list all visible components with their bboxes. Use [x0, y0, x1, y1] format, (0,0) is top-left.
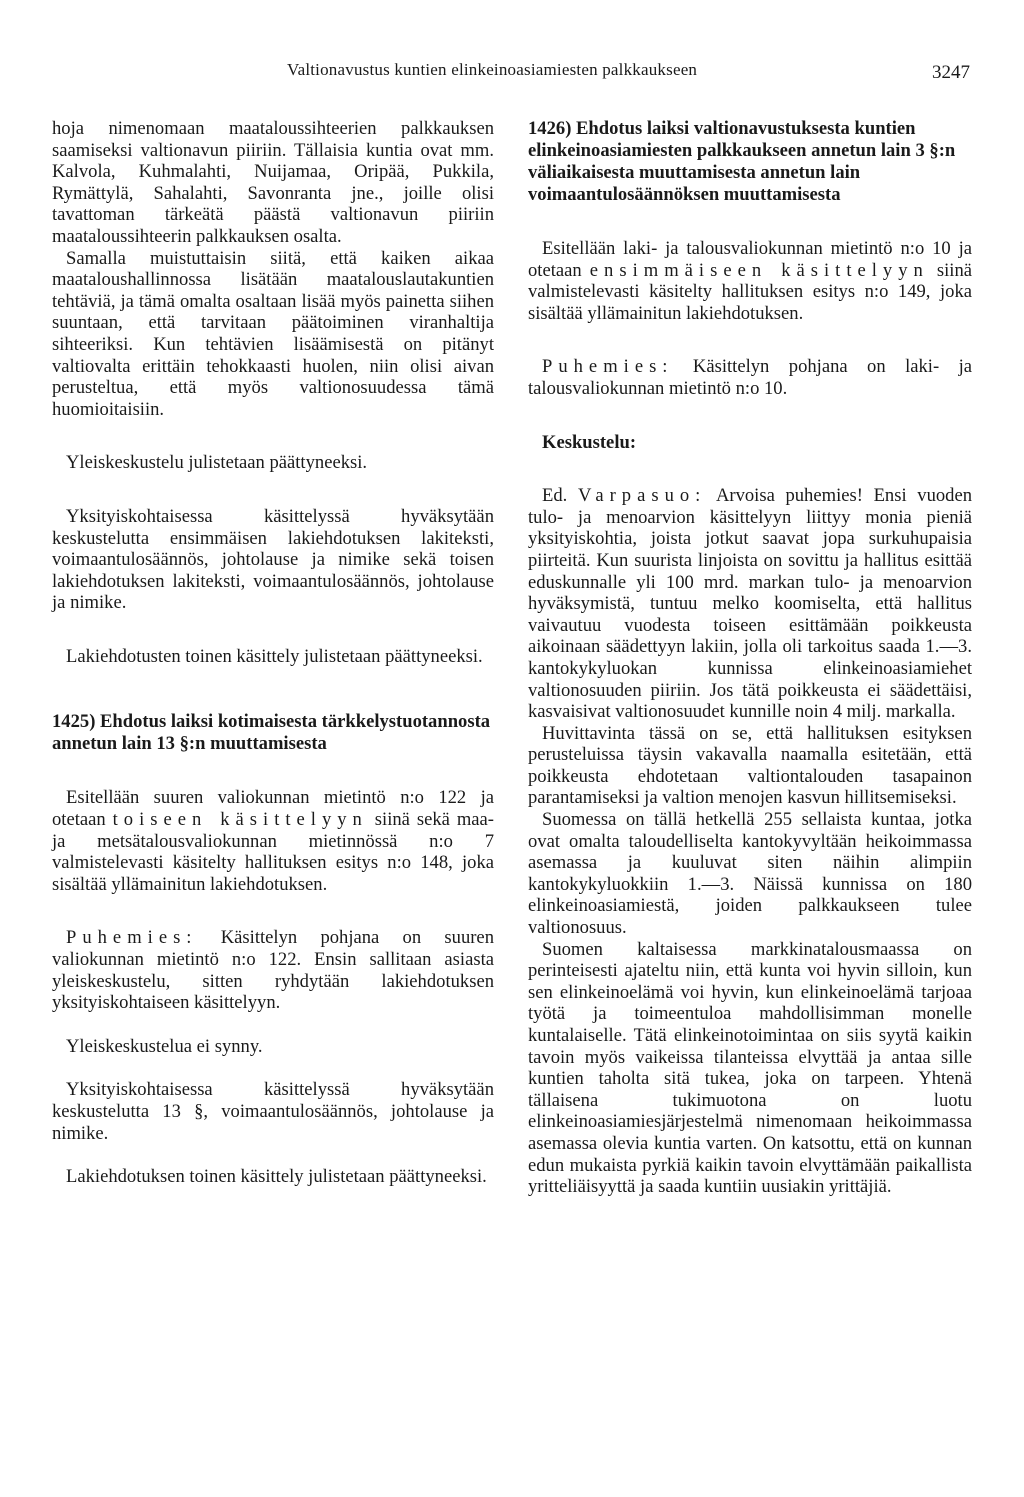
paragraph: Lakiehdotuksen toinen käsittely julistetaan päättyneeksi.: [66, 1166, 487, 1188]
text: siinä valmistelevasti käsitelty hallituksen esitys n:o 149, joka sisältää yllämainitun lakiehdotuksen.: [528, 259, 973, 324]
paragraph: Huvittavinta tässä on se, että hallituksen esityksen perusteluissa täysin vakavalla naamalla esitetään, että poikkeusta ehdotetaan valtiontalouden tasapainon parantamiseksi ja valtion menojen kasvun hillitsemiseksi.: [528, 722, 972, 809]
paragraph: Suomen kaltaisessa markkinatalousmaassa on perinteisesti ajateltu niin, että kunta voi hyvin silloin, kun sen elinkeinoelämä voi hyvin, kun elinkeinoelämä tarjoaa työtä ja toimeentuloa mahdollisimman monelle kuntalaiselle. Tätä elinkeinotoimintaa on siis syytä kaikin tavoin myös vaikeissa tilanteissa elvyttää ja antaa sille kuntien taholta sitä tukea, joka on tarpeen. Yhtenä tällaisena tukimuotona on luotu elinkeinoasiamiesjärjestelmä nimenomaan heikoimmassa asemassa olevia kuntia varten. On katsottu, että on kunnan edun mukaista pyrkiä kaikin tavoin elvyttämään paikallista yritteliäisyyttä ja saada kuntiin uusiakin yrittäjiä.: [528, 938, 972, 1198]
paragraph: Yksityiskohtaisessa käsittelyssä hyväksytään keskustelutta ensimmäisen lakiehdotuksen lakiteksti, voimaantulosäännös, johtolause ja nimike sekä toisen lakiehdotuksen lakiteksti, voimaantulosäännös, johtolause ja nimike.: [52, 505, 494, 614]
emphasis: ensimmäiseen käsittelyyn: [589, 259, 929, 281]
right-column: [528, 118, 972, 1198]
paragraph: hoja nimenomaan maataloussihteerien palkkauksen saamiseksi valtionavun piiriin. Tällaisia kuntia ovat mm. Kalvola, Kuhmalahti, Nuijamaa, Oripää, Pukkila, Rymättylä, Sahalahti, Savonranta jne., joille olisi tavattoman tärkeätä päästä valtionavun piiriin maataloussihteerin palkkauksen osalta.: [52, 118, 494, 247]
text: siinä sekä maa- ja metsätalousvaliokunnan mietinnössä n:o 7 valmistelevasti käsitelty hallituksen esitys n:o 148, joka sisältää yllämainitun lakiehdotuksen.: [52, 809, 494, 895]
text: Esitellään laki- ja talousvaliokunnan mietintö n:o 10 ja otetaan: [528, 238, 972, 281]
page-number: 3247: [932, 62, 970, 83]
section-heading-1425: 1425) Ehdotus laiksi kotimaisesta tärkkelystuotannosta annetun lain 13 §:n muuttamisesta: [52, 711, 491, 755]
paragraph: Yleiskeskustelu julistetaan päättyneeksi.: [66, 452, 368, 474]
speaker: Puhemies:: [66, 927, 198, 949]
running-head: Valtionavustus kuntien elinkeinoasiamiesten palkkaukseen: [287, 60, 698, 79]
paragraph: Yleiskeskustelua ei synny.: [66, 1035, 263, 1057]
paragraph: [52, 787, 494, 895]
speaker: Varpasuo:: [577, 485, 707, 507]
left-column: [52, 118, 494, 1188]
section-heading-1426: 1426) Ehdotus laiksi valtionavustuksesta kuntien elinkeinoasiamiesten palkkaukseen annetun lain 3 §:n väliaikaisesta muuttamisesta annetun lain voimaantulosäännöksen muuttamisesta: [528, 118, 956, 205]
speaker: Puhemies:: [542, 356, 674, 378]
emphasis: toiseen käsittelyyn: [112, 809, 368, 831]
paragraph: [528, 238, 972, 324]
text: Käsittelyn pohjana on laki- ja talousvaliokunnan mietintö n:o 10.: [528, 356, 972, 399]
discussion-heading: Keskustelu:: [542, 431, 637, 453]
paragraph: Yksityiskohtaisessa käsittelyssä hyväksytään keskustelutta 13 §, voimaantulosäännös, johtolause ja nimike.: [52, 1079, 494, 1144]
paragraph: [52, 927, 494, 1013]
text: Käsittelyn pohjana on suuren valiokunnan mietintö n:o 122. Ensin sallitaan asiasta yleiskeskustelu, sitten ryhdytään lakiehdotuksen yksityiskohtaiseen käsittelyyn.: [52, 927, 494, 1014]
paragraph: [528, 356, 972, 399]
text: Arvoisa puhemies! Ensi vuoden tulo- ja menoarvion käsittelyyn liittyy monia pieniä yksityiskohtia, joista jotkut saavat jopa surkuhupaisia piirteitä. Kun suurista linjoista on sovittu ja hallitus esittää eduskunnalle yli 100 mrd. markan tulo- ja menoarvion hyväksymistä, tuntuu melko koomiselta, että hallitus vaivautuu vuodesta toiseen esittämään poikkeusta aikoinaan säädettyyn lakiin, jolla oli tarkoitus saada 1.—3. kantokykyluokan kunnissa elinkeinoasiamiehet valtionosuuden piiriin. Jos tätä poikkeusta ei säädettäisi, kasvaisivat valtionosuudet kunnille noin 4 milj. markalla.: [528, 485, 973, 723]
paragraph: Lakiehdotusten toinen käsittely julistetaan päättyneeksi.: [66, 645, 483, 667]
paragraph: [528, 485, 972, 723]
paragraph: Suomessa on tällä hetkellä 255 sellaista kuntaa, jotka ovat omalta taloudelliselta kantokyvyltään heikoimmassa asemassa ja kuuluvat siten näihin alimpiin kantokykyluokkiin 1.—3. Näissä kunnissa on 180 elinkeinoasiamiestä, joiden palkkaukseen tulee valtionosuus.: [528, 809, 972, 939]
text: Esitellään suuren valiokunnan mietintö n:o 122 ja otetaan: [52, 787, 494, 831]
text: Ed.: [542, 485, 568, 507]
paragraph: Samalla muistuttaisin siitä, että kaiken aikaa maataloushallinnossa lisätään maatalouslautakuntien tehtäviä, ja tämä omalta osaltaan lisää myös painetta siihen suuntaan, että tarvitaan päätoiminen viranhaltija sihteeriksi. Kun tehtävien lisäämisestä on pitänyt valtiovalta erittäin tehokkaasti huolen, niin olisi aivan perusteltua, että myös valtionosuudessa tämä huomioitaisiin.: [52, 247, 494, 420]
